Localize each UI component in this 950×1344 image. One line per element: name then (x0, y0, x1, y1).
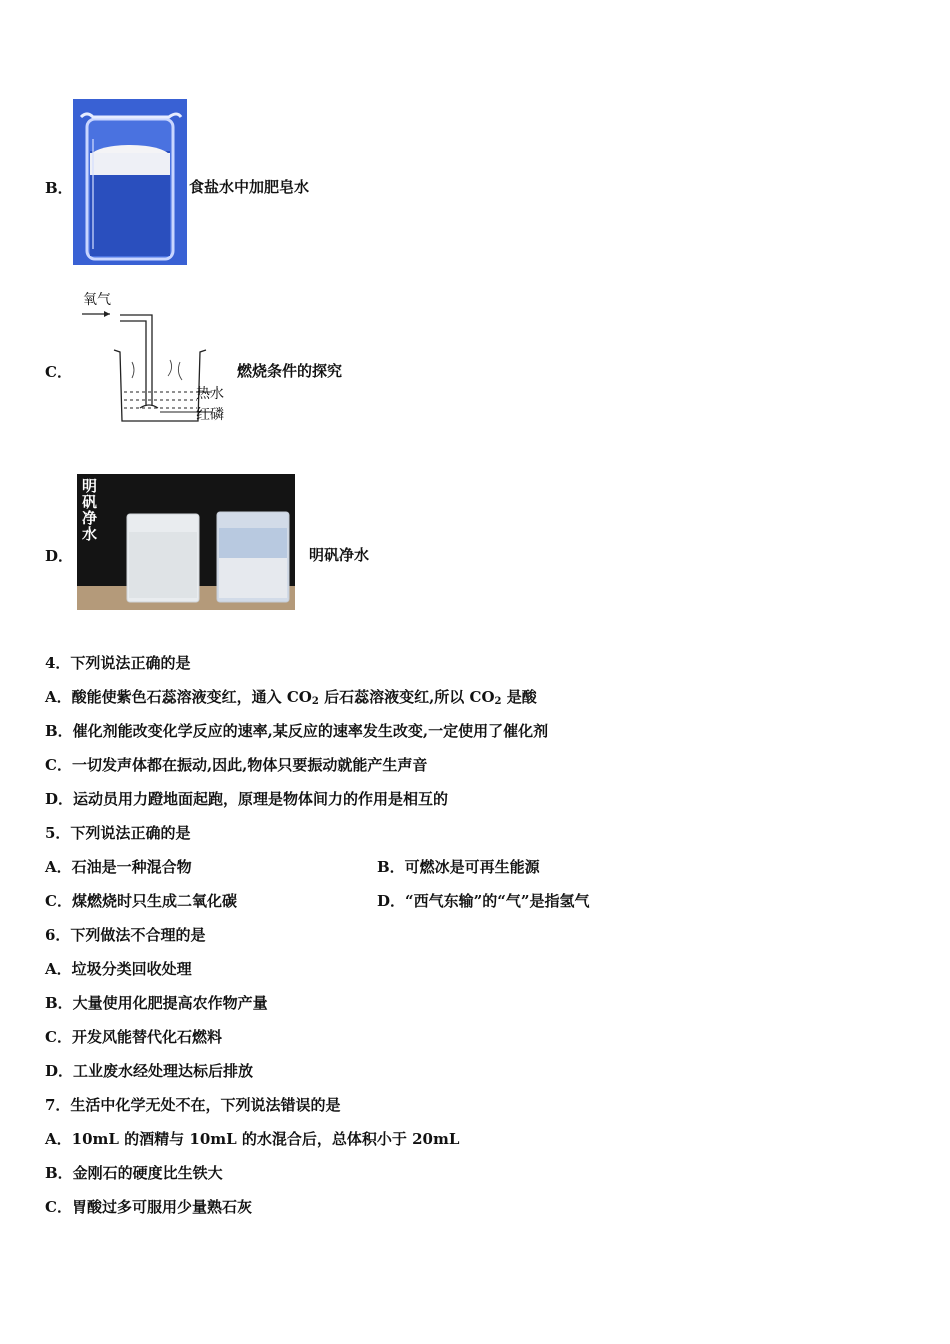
combustion-diagram (80, 288, 240, 428)
hot-water-label: 热水 (196, 386, 224, 402)
q6-option-b: B．大量使用化肥提高农作物产量 (45, 994, 268, 1012)
alum-photo (77, 474, 295, 610)
red-phosphorus-label: 红磷 (196, 407, 224, 423)
option-c-letter: C． (45, 363, 72, 381)
alum-vertical-label: 明矾净水 (80, 478, 98, 542)
q4-option-b: B．催化剂能改变化学反应的速率,某反应的速率发生改变,一定使用了催化剂 (45, 722, 549, 740)
q5-option-a: A．石油是一种混合物 (45, 858, 192, 876)
q6-option-c: C．开发风能替代化石燃料 (45, 1028, 222, 1046)
q7-option-a: A．10mL 的酒精与 10mL 的水混合后，总体积小于 20mL (45, 1130, 460, 1148)
oxygen-label: 氧气 (83, 292, 111, 308)
q4-option-a: A．酸能使紫色石蕊溶液变红，通入 $CO_2$ 后石蕊溶液变红,所以 $CO_2$ 是酸 (45, 688, 537, 707)
q6-stem: 6．下列做法不合理的是 (45, 926, 206, 944)
q6-option-a: A．垃圾分类回收处理 (45, 960, 192, 978)
q4-stem: 4．下列说法正确的是 (45, 654, 191, 672)
q5-stem: 5．下列说法正确的是 (45, 824, 191, 842)
option-d-caption: 明矾净水 (309, 546, 370, 564)
q5-option-d: D．“西气东输”的“气”是指氢气 (377, 892, 590, 910)
q5-option-c: C．煤燃烧时只生成二氧化碳 (45, 892, 237, 910)
q4-option-d: D．运动员用力蹬地面起跑，原理是物体间力的作用是相互的 (45, 790, 449, 808)
q4-option-c: C．一切发声体都在振动,因此,物体只要振动就能产生声音 (45, 756, 428, 774)
option-c-caption: 燃烧条件的探究 (237, 362, 343, 380)
alum-glasses-image (77, 474, 295, 610)
beaker-photo (73, 99, 187, 265)
q7-stem: 7．生活中化学无处不在，下列说法错误的是 (45, 1096, 341, 1114)
option-b-caption: 食盐水中加肥皂水 (189, 178, 310, 196)
q7-option-b: B．金刚石的硬度比生铁大 (45, 1164, 223, 1182)
option-d-letter: D． (45, 547, 74, 565)
option-b-letter: B． (45, 179, 73, 197)
q6-option-d: D．工业废水经处理达标后排放 (45, 1062, 254, 1080)
beaker-soap-water-image (73, 99, 187, 265)
q5-option-b: B．可燃冰是可再生能源 (377, 858, 540, 876)
q7-option-c: C．胃酸过多可服用少量熟石灰 (45, 1198, 252, 1216)
